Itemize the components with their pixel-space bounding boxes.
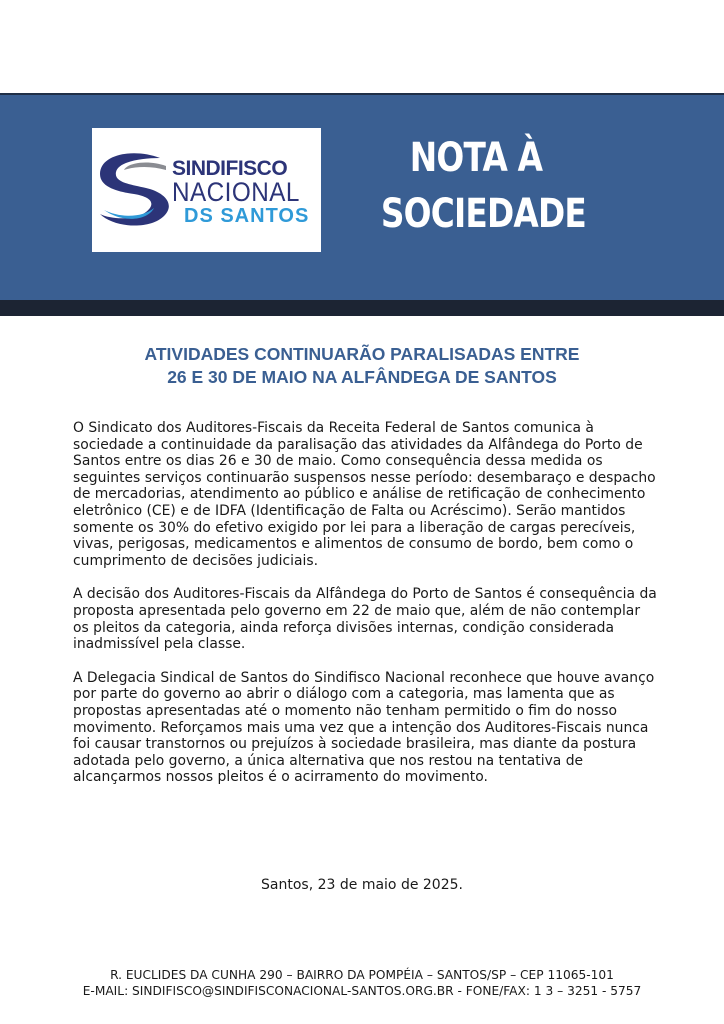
s-swoosh-logo-icon — [94, 148, 174, 232]
date-signoff: Santos, 23 de maio de 2025. — [261, 877, 463, 893]
banner-bottom-stripe — [0, 300, 724, 316]
logo-line-ds-santos: DS SANTOS — [184, 205, 310, 227]
footer-contact: E-MAIL: SINDIFISCO@SINDIFISCONACIONAL-SANTOS.ORG.BR - FONE/FAX: 1 3 – 3251 - 5757 — [82, 984, 642, 998]
title-line-2: SOCIEDADE — [380, 191, 586, 237]
paragraph-3: A Delegacia Sindical de Santos do Sindifisco Nacional reconhece que houve avanço por parte do governo ao abrir o diálogo com a categoria, mas lamenta que as propostas apresentadas até o momento não tenham permitido o fim do nosso movimento. Reforçamos mais uma vez que a intenção dos Auditores-Fiscais nunca foi causar transtornos ou prejuízos à sociedade brasileira, mas diante da postura adotada pelo governo, a única alternativa que nos restou na tentativa de alcançarmos nossos pleitos é o acirramento do movimento. — [73, 669, 655, 786]
paragraph-1: O Sindicato dos Auditores-Fiscais da Receita Federal de Santos comunica à sociedade a continuidade da paralisação das atividades da Alfândega do Porto de Santos entre os dias 26 e 30 de maio. Como consequência dessa medida os seguintes serviços continuarão suspensos nesse período: desembaraço e despacho de mercadorias, atendimento ao público e análise de retificação de conhecimento eletrônico (CE) e de IDFA (Identificação de Falta ou Acréscimo). Serão mantidos somente os 30% do efetivo exigido por lei para a liberação de cargas perecíveis, vivas, perigosas, medicamentos e alimentos de consumo de bordo, bem como o cumprimento de decisões judiciais. — [73, 420, 656, 569]
logo-line-sindifisco: SINDIFISCO — [172, 157, 288, 180]
logo-line-nacional: NACIONAL — [172, 177, 300, 207]
logo-wordmark — [172, 158, 320, 228]
paragraph-2: A decisão dos Auditores-Fiscais da Alfândega do Porto de Santos é consequência da proposta apresentada pelo governo em 22 de maio que, além de não contemplar os pleitos da categoria, ainda reforça divisões internas, condição considerada inadmissível pela classe. — [73, 586, 657, 653]
sindifisco-logo — [92, 128, 321, 252]
article-heading — [60, 343, 664, 389]
heading-line-1: ATIVIDADES CONTINUARÃO PARALISADAS ENTRE — [144, 344, 580, 364]
footer — [0, 967, 724, 999]
footer-address: R. EUCLIDES DA CUNHA 290 – BAIRRO DA POMPÉIA – SANTOS/SP – CEP 11065-101 — [110, 968, 614, 982]
heading-line-2: 26 E 30 DE MAIO NA ALFÂNDEGA DE SANTOS — [167, 367, 557, 387]
article-body — [73, 420, 658, 803]
page-title — [360, 130, 592, 242]
title-line-1: NOTA À — [409, 135, 543, 181]
